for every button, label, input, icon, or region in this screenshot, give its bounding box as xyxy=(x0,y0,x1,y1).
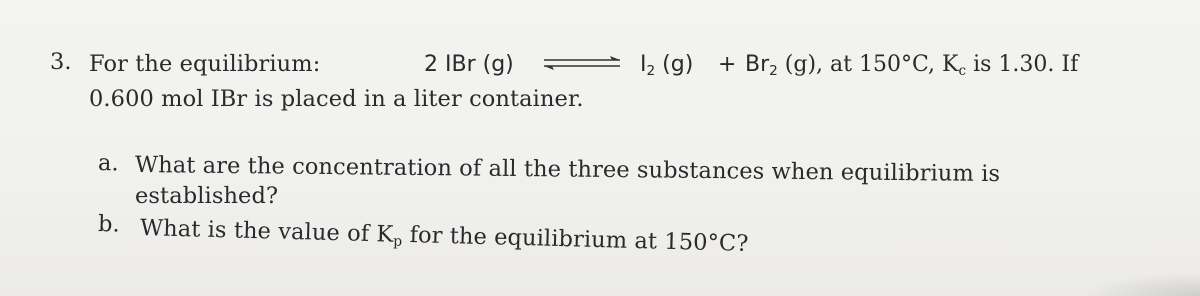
product-i2-state: (g) xyxy=(655,52,694,77)
condition-tail: is 1.30. If xyxy=(966,52,1079,77)
question-lead: For the equilibrium: xyxy=(89,51,321,77)
kc-subscript: c xyxy=(958,62,967,79)
kp-subscript: p xyxy=(392,233,403,250)
question-number: 3. xyxy=(50,49,72,75)
part-a-line-1: What are the concentration of all the three substances when equilibrium is xyxy=(134,152,1001,188)
product-br2-symbol: Br xyxy=(745,52,770,77)
plus-sign: + xyxy=(718,52,737,77)
product-br2-state: (g), at 150°C, K xyxy=(777,52,959,77)
part-b-label: b. xyxy=(97,211,121,238)
part-a-line-2: established? xyxy=(135,183,279,209)
question-line-2: 0.600 mol IBr is placed in a liter container. xyxy=(89,86,584,112)
part-b-text-after: for the equilibrium at 150°C? xyxy=(402,221,749,257)
product-br2-subscript: 2 xyxy=(769,62,778,79)
page-shadow xyxy=(1080,272,1200,296)
product-i2-symbol: I xyxy=(640,52,647,77)
product-i2 xyxy=(640,52,693,77)
part-b-text-before: What is the value of K xyxy=(139,215,394,248)
product-br2-condition xyxy=(745,52,1078,77)
equilibrium-arrows-icon xyxy=(540,55,624,71)
product-i2-subscript: 2 xyxy=(646,62,656,79)
part-b-text xyxy=(140,215,749,257)
part-a-label: a. xyxy=(97,150,120,177)
reactant: 2 IBr (g) xyxy=(424,52,514,77)
